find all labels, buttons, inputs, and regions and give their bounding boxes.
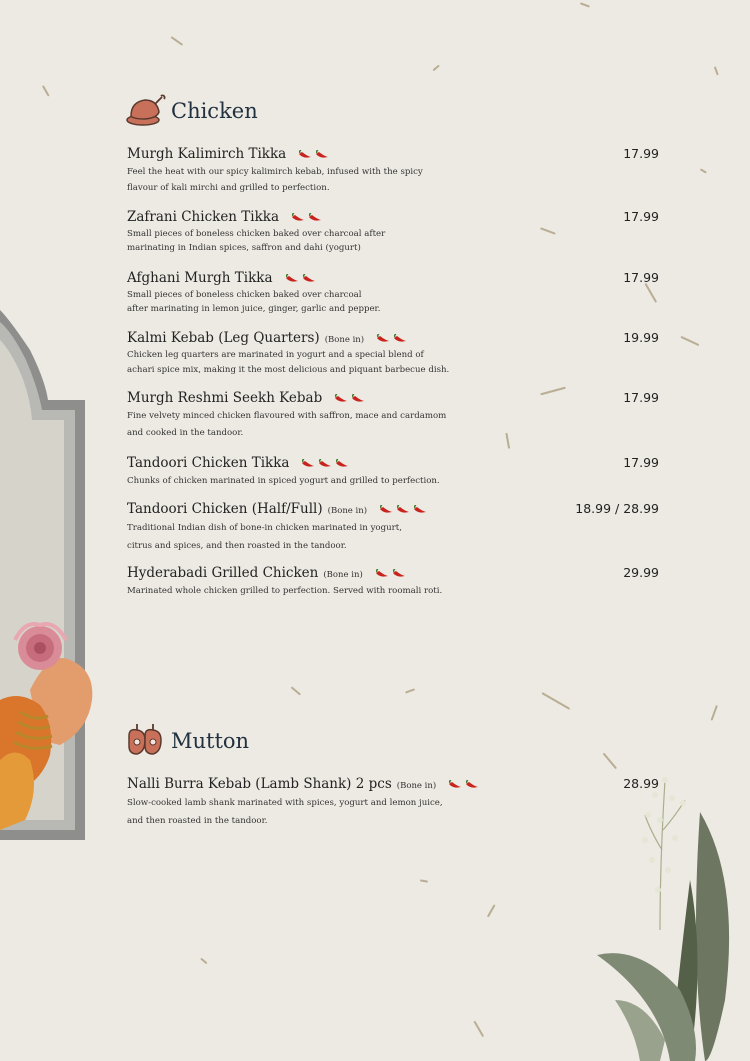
section-heading: Mutton: [171, 729, 250, 753]
item-description: [127, 164, 487, 196]
chilli-icon: [308, 213, 323, 223]
item-description: [127, 227, 487, 255]
arch-illustration: [0, 0, 130, 1061]
spice-level: [379, 505, 430, 515]
item-description: [127, 473, 507, 489]
spice-level: [285, 274, 319, 284]
description-line: marinating in Indian spices, saffron and dahi (yogurt): [127, 243, 361, 253]
spice-level: [448, 780, 482, 790]
bone-in-note: (Bone in): [327, 506, 368, 516]
description-line: achari spice mix, making it the most delicious and piquant barbecue dish.: [127, 365, 450, 375]
chilli-icon: [351, 394, 366, 404]
chilli-icon: [379, 505, 394, 515]
chicken-section-title: [125, 92, 258, 130]
description-line: Chicken leg quarters are marinated in yogurt and a special blend of: [127, 350, 424, 360]
chilli-icon: [285, 274, 300, 284]
spice-level: [301, 459, 352, 469]
description-line: after marinating in lemon juice, ginger, garlic and pepper.: [127, 304, 381, 314]
item-description: [127, 519, 487, 555]
menu-item: [127, 455, 659, 489]
item-description: [127, 583, 507, 599]
item-name: Nalli Burra Kebab (Lamb Shank) 2 pcs: [127, 776, 392, 792]
item-price: 19.99: [623, 330, 659, 345]
item-name: Murgh Kalimirch Tikka: [127, 146, 287, 162]
item-name: Murgh Reshmi Seekh Kebab: [127, 390, 323, 406]
description-line: Small pieces of boneless chicken baked over charcoal: [127, 290, 362, 300]
item-price: 17.99: [623, 209, 659, 224]
item-name: Tandoori Chicken Tikka: [127, 455, 290, 471]
spice-level: [298, 150, 332, 160]
chilli-icon: [298, 150, 313, 160]
menu-item: [127, 270, 659, 316]
section-heading: Chicken: [171, 99, 258, 123]
description-line: Chunks of chicken marinated in spiced yogurt and grilled to perfection.: [127, 476, 440, 486]
bone-in-note: (Bone in): [396, 781, 437, 791]
menu-item: [127, 501, 659, 555]
description-line: and cooked in the tandoor.: [127, 428, 244, 438]
item-price: 29.99: [623, 565, 659, 580]
chilli-icon: [465, 780, 480, 790]
chilli-icon: [318, 459, 333, 469]
menu-item: [127, 776, 659, 830]
chilli-icon: [315, 150, 330, 160]
chilli-icon: [376, 334, 391, 344]
chilli-icon: [396, 505, 411, 515]
description-line: Traditional Indian dish of bone-in chicken marinated in yogurt,: [127, 523, 402, 533]
spice-level: [334, 394, 368, 404]
chilli-icon: [301, 459, 316, 469]
menu-item: [127, 390, 659, 442]
menu-item: [127, 146, 659, 196]
chilli-icon: [413, 505, 428, 515]
menu-item: [127, 565, 659, 599]
item-description: [127, 348, 507, 378]
spice-level: [375, 569, 409, 579]
item-price: 17.99: [623, 146, 659, 161]
item-price: 18.99 / 28.99: [575, 501, 659, 516]
chilli-icon: [302, 274, 317, 284]
mutton-section-title: [125, 722, 249, 760]
item-price: 28.99: [623, 776, 659, 791]
chilli-icon: [448, 780, 463, 790]
chilli-icon: [393, 334, 408, 344]
item-description: [127, 288, 487, 316]
item-name: Tandoori Chicken (Half/Full): [127, 501, 323, 517]
chilli-icon: [375, 569, 390, 579]
item-description: [127, 794, 507, 830]
menu-item: [127, 209, 659, 255]
chilli-icon: [392, 569, 407, 579]
item-price: 17.99: [623, 270, 659, 285]
item-name: Kalmi Kebab (Leg Quarters): [127, 330, 320, 346]
bone-in-note: (Bone in): [324, 335, 365, 345]
description-line: citrus and spices, and then roasted in the tandoor.: [127, 541, 347, 551]
item-price: 17.99: [623, 390, 659, 405]
description-line: flavour of kali mirchi and grilled to perfection.: [127, 183, 330, 193]
chilli-icon: [291, 213, 306, 223]
spice-level: [291, 213, 325, 223]
roast-chicken-icon: [125, 92, 167, 130]
spice-level: [376, 334, 410, 344]
description-line: Slow-cooked lamb shank marinated with spices, yogurt and lemon juice,: [127, 798, 443, 808]
item-description: [127, 408, 507, 442]
description-line: Marinated whole chicken grilled to perfection. Served with roomali roti.: [127, 586, 443, 596]
description-line: Small pieces of boneless chicken baked over charcoal after: [127, 229, 386, 239]
description-line: Fine velvety minced chicken flavoured with saffron, mace and cardamom: [127, 411, 447, 421]
menu-item: [127, 330, 659, 378]
chilli-icon: [334, 394, 349, 404]
meat-cuts-icon: [125, 722, 167, 760]
item-price: 17.99: [623, 455, 659, 470]
description-line: and then roasted in the tandoor.: [127, 816, 268, 826]
bone-in-note: (Bone in): [323, 570, 363, 580]
chilli-icon: [335, 459, 350, 469]
item-name: Afghani Murgh Tikka: [127, 270, 273, 286]
description-line: Feel the heat with our spicy kalimirch kebab, infused with the spicy: [127, 167, 423, 177]
item-name: Zafrani Chicken Tikka: [127, 209, 280, 225]
item-name: Hyderabadi Grilled Chicken: [127, 565, 319, 581]
